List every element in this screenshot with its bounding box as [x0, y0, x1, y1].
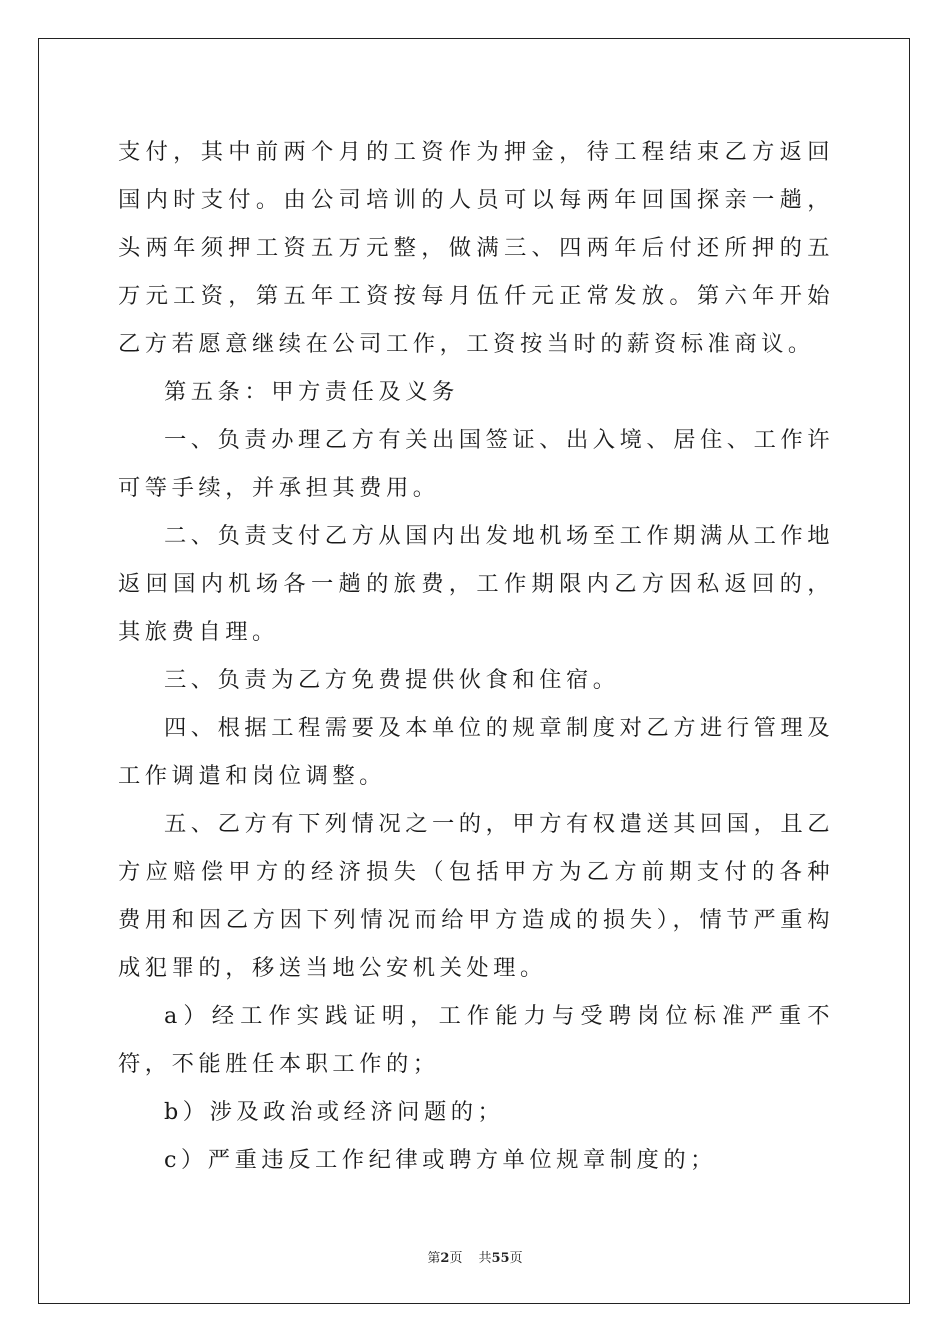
paragraph: 五、乙方有下列情况之一的，甲方有权遣送其回国，且乙方应赔偿甲方的经济损失（包括甲方为乙方前期支付的各种费用和因乙方因下列情况而给甲方造成的损失），情节严重构成犯罪的，移送当地公安机关处理。 [118, 811, 834, 981]
page-label-suffix: 页 [449, 1251, 463, 1266]
paragraph: 支付，其中前两个月的工资作为押金，待工程结束乙方返回国内时支付。由公司培训的人员可以每两年回国探亲一趟，头两年须押工资五万元整，做满三、四两年后付还所押的五万元工资，第五年工资按每月伍仟元正常发放。第六年开始乙方若愿意继续在公司工作，工资按当时的薪资标准商议。 [118, 139, 834, 357]
paragraph: 一、负责办理乙方有关出国签证、出入境、居住、工作许可等手续，并承担其费用。 [118, 427, 834, 501]
total-label-prefix: 共 [478, 1251, 492, 1266]
page-label-prefix: 第 [427, 1251, 441, 1266]
page-number: 2 [440, 1251, 450, 1266]
list-item: b）涉及政治或经济问题的； [164, 1099, 505, 1125]
page-footer [0, 1247, 950, 1266]
list-item: c）严重违反工作纪律或聘方单位规章制度的； [164, 1147, 717, 1173]
total-pages: 55 [491, 1251, 510, 1266]
paragraph: 二、负责支付乙方从国内出发地机场至工作期满从工作地返回国内机场各一趟的旅费，工作期限内乙方因私返回的，其旅费自理。 [118, 523, 834, 645]
list-item: a）经工作实践证明，工作能力与受聘岗位标准严重不符，不能胜任本职工作的； [118, 1003, 834, 1077]
total-label-suffix: 页 [509, 1251, 523, 1266]
section-heading: 第五条：甲方责任及义务 [164, 379, 459, 405]
paragraph: 四、根据工程需要及本单位的规章制度对乙方进行管理及工作调遣和岗位调整。 [118, 715, 834, 789]
document-body [118, 128, 834, 1184]
paragraph: 三、负责为乙方免费提供伙食和住宿。 [164, 667, 620, 693]
